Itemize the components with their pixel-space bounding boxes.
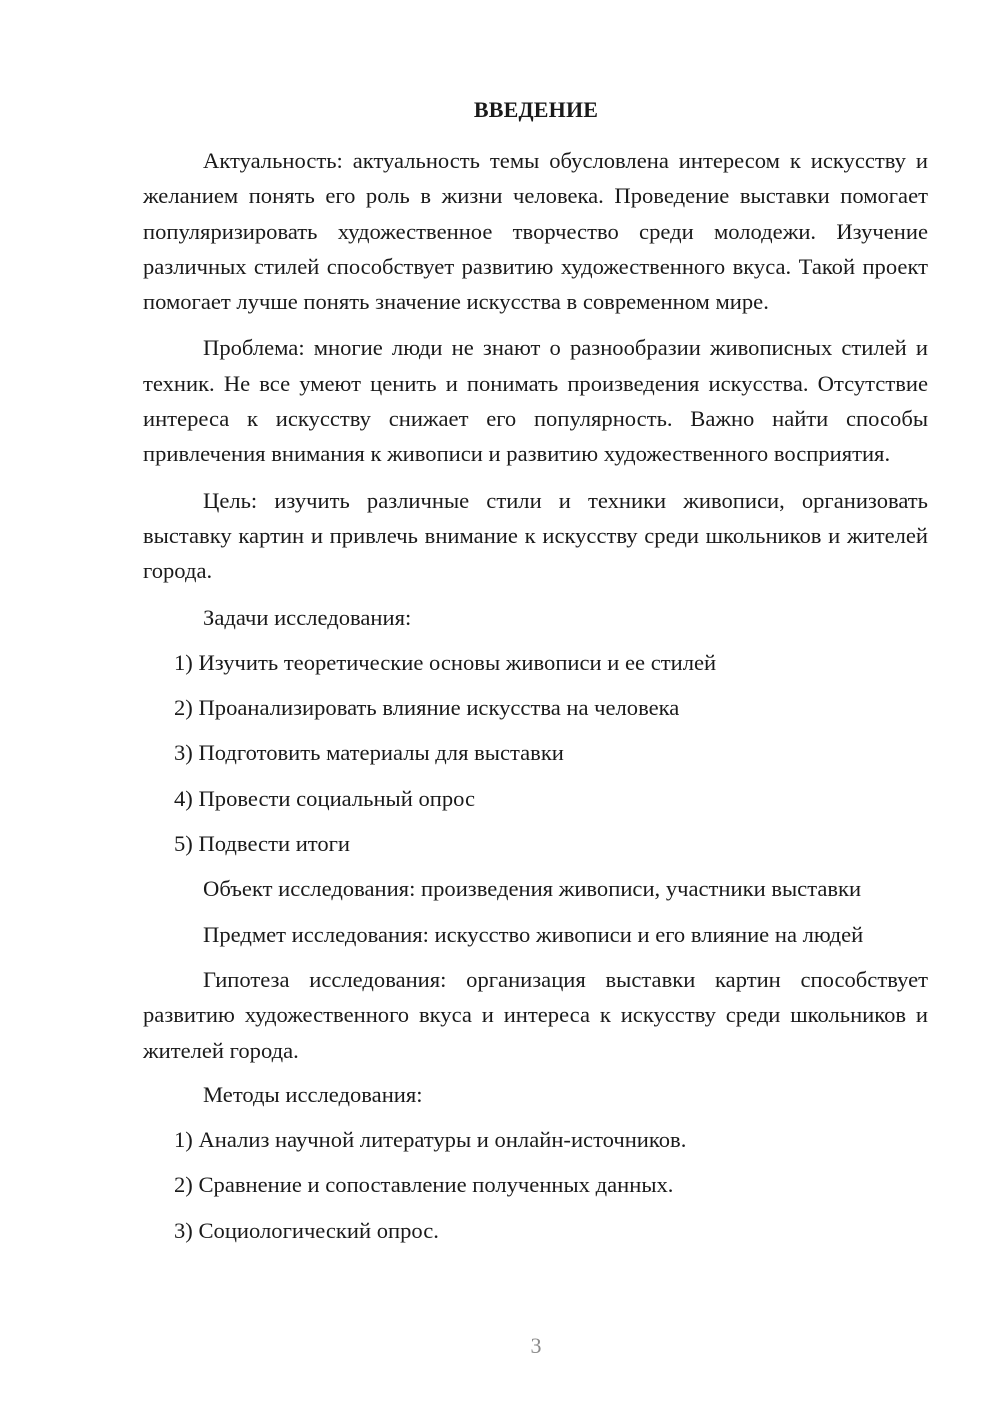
problem-paragraph: Проблема: многие люди не знают о разнообразии живописных стилей и техник. Не все умеют ценить и понимать произведения искусства. Отсутствие интереса к искусству снижает его популярность. Важно найти способы привлечения внимания к живописи и развитию художественного восприятия.: [143, 335, 928, 467]
list-item: 3) Подготовить материалы для выставки: [174, 740, 564, 766]
research-subject: Предмет исследования: искусство живописи и его влияние на людей: [203, 921, 864, 947]
methods-list: [143, 1122, 928, 1248]
list-item: 4) Провести социальный опрос: [174, 785, 476, 811]
relevance-paragraph: Актуальность: актуальность темы обусловлена интересом к искусству и желанием понять его роль в жизни человека. Проведение выставки помогает популяризировать художественное творчество среди молодежи. Изучение различных стилей способствует развитию художественного вкуса. Такой проект помогает лучше понять значение искусства в современном мире.: [143, 148, 928, 315]
methods-heading: Методы исследования:: [203, 1081, 423, 1107]
hypothesis-paragraph: Гипотеза исследования: организация выставки картин способствует развитию художественного вкуса и интереса к искусству среди школьников и жителей города.: [143, 966, 928, 1063]
goal-paragraph: Цель: изучить различные стили и техники живописи, организовать выставку картин и привлечь внимание к искусству среди школьников и жителей города.: [143, 487, 928, 584]
page-title: ВВЕДЕНИЕ: [473, 97, 599, 122]
page-number: 3: [530, 1333, 542, 1358]
list-item: 5) Подвести итоги: [174, 831, 351, 857]
document-body: [143, 143, 928, 1258]
tasks-heading: Задачи исследования:: [203, 604, 412, 630]
research-object: Объект исследования: произведения живописи, участники выставки: [203, 876, 862, 902]
tasks-list: [143, 645, 928, 861]
list-item: 2) Сравнение и сопоставление полученных данных.: [174, 1172, 674, 1198]
list-item: 1) Анализ научной литературы и онлайн-источников.: [174, 1127, 687, 1153]
list-item: 3) Социологический опрос.: [174, 1217, 439, 1243]
list-item: 2) Проанализировать влияние искусства на человека: [174, 695, 680, 721]
list-item: 1) Изучить теоретические основы живописи и ее стилей: [174, 649, 717, 675]
